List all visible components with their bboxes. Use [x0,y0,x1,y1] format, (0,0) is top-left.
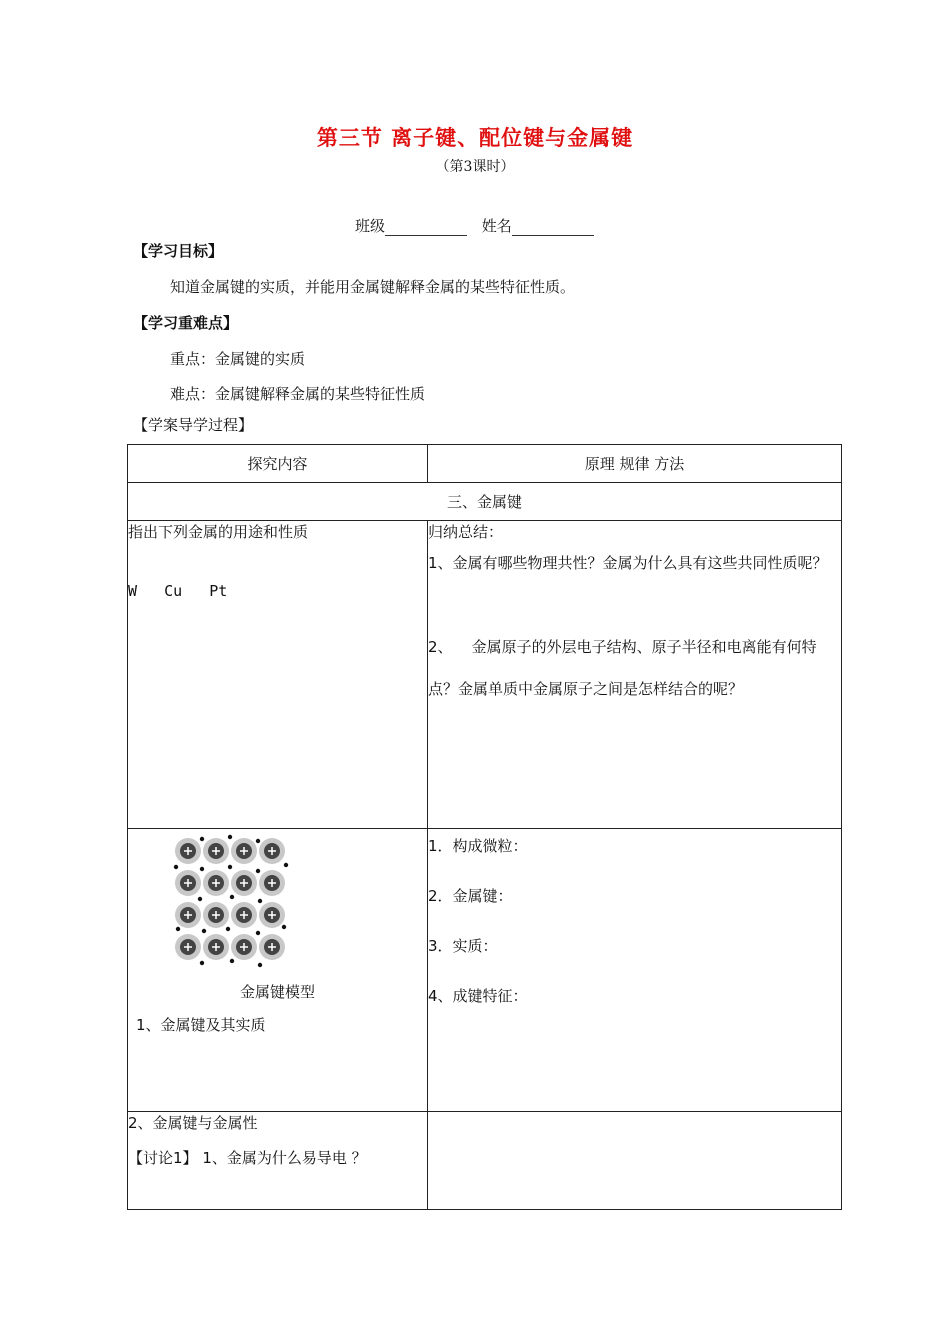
free-electron [284,863,288,867]
free-electron [200,961,204,965]
model-cell [128,829,428,1112]
discussion-tag: 【讨论1】 [128,1149,198,1167]
section-row [128,483,842,521]
discussion-line [128,1147,427,1168]
free-electron [226,927,230,931]
free-electron [256,931,260,935]
free-electron [258,963,262,967]
component-particles: 1．构成微粒： [428,837,528,855]
free-electron [256,839,260,843]
table-row [128,521,842,829]
metallicity-cell [128,1112,428,1210]
key-points-heading: 【学习重难点】 [133,314,239,332]
objectives-heading: 【学习目标】 [133,242,224,260]
component-features: 4、成键特征： [428,987,528,1005]
metal-list: W Cu Pt [128,582,228,600]
summary-heading: 归纳总结： [428,523,504,541]
difficulty-text: 难点：金属键解释金属的某些特征性质 [170,385,426,403]
metallicity-item: 2、金属键与金属性 [128,1114,258,1132]
component-metallic-bond: 2．金属键： [428,887,513,905]
free-electron [282,925,286,929]
question-2-number: 2、 [428,638,453,656]
table-row [128,829,842,1112]
free-electron [258,899,262,903]
objectives-text: 知道金属键的实质，并能用金属键解释金属的某些特征性质。 [170,278,576,296]
question-2-text: 金属原子的外层电子结构、原子半径和电离能有何特点？金属单质中金属原子之间是怎样结合的呢？ [428,638,817,698]
discussion-question: 1、金属为什么易导电 ？ [197,1149,367,1167]
free-electron [174,865,178,869]
free-electron [176,927,180,931]
page-title: 第三节 离子键、配位键与金属键 [316,126,634,150]
free-electron [198,897,202,901]
class-label: 班级 [355,217,386,235]
free-electron [230,959,234,963]
usage-cell [128,521,428,829]
bond-components-cell [428,829,842,1112]
student-info-line [355,215,604,236]
free-electron [228,835,232,839]
header-method-col: 原理 规律 方法 [428,445,842,483]
table-header-row [128,445,842,483]
guide-table [127,444,842,1210]
summary-question-1: 1、金属有哪些物理共性？金属为什么具有这些共同性质呢？ [428,554,828,572]
lesson-period: （第3课时） [435,159,515,175]
free-electron [200,867,204,871]
component-essence: 3．实质： [428,937,498,955]
metal-bond-model-image [170,829,295,969]
class-blank[interactable] [385,221,467,236]
header-content-col: 探究内容 [128,445,428,483]
name-blank[interactable] [512,221,594,236]
name-label: 姓名 [481,217,512,235]
table-row [128,1112,842,1210]
answer-cell[interactable] [428,1112,842,1210]
metal-lattice-diagram [170,829,295,969]
section-title: 三、金属键 [128,483,842,521]
process-heading: 【学案导学过程】 [133,416,254,434]
focus-text: 重点：金属键的实质 [170,350,306,368]
free-electron [256,869,260,873]
free-electron [230,895,234,899]
free-electron [200,837,204,841]
free-electron [202,929,206,933]
usage-title: 指出下列金属的用途和性质 [128,523,309,541]
free-electron [228,865,232,869]
summary-cell [428,521,842,829]
summary-question-2 [428,626,841,710]
bond-essence-item: 1、金属键及其实质 [136,1016,266,1034]
model-label: 金属键模型 [239,983,315,1001]
